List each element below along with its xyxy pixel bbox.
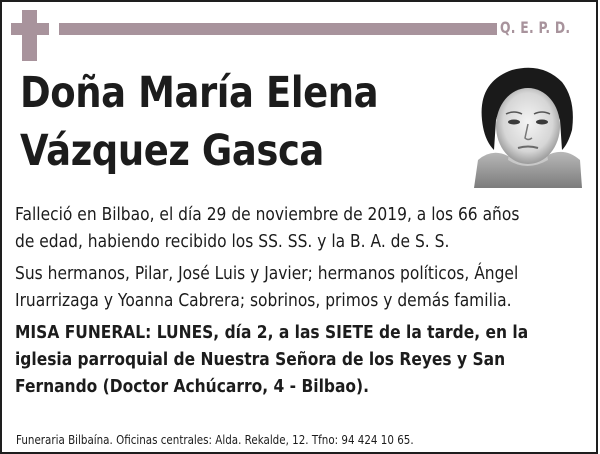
header-rule	[59, 23, 497, 35]
portrait-photo	[472, 60, 582, 188]
funeral-line2: iglesia parroquial de Nuestra Señora de los Reyes y San	[15, 350, 506, 370]
death-notice-paragraph	[15, 202, 578, 256]
death-notice-line2: de edad, habiendo recibido los SS. SS. y la B. A. de S. S.	[15, 232, 450, 252]
deceased-name-line1: Doña María Elena	[20, 68, 379, 118]
qepd-label: Q. E. P. D.	[500, 18, 571, 37]
deceased-name	[20, 64, 378, 180]
funeral-line3: Fernando (Doctor Achúcarro, 4 - Bilbao).	[15, 377, 370, 397]
death-notice-line1: Falleció en Bilbao, el día 29 de noviembre de 2019, a los 66 años	[15, 205, 520, 225]
funeral-line1: MISA FUNERAL: LUNES, día 2, a las SIETE de la tarde, en la	[15, 323, 529, 343]
family-paragraph	[15, 261, 578, 315]
deceased-name-line2: Vázquez Gasca	[20, 126, 324, 176]
family-line2: Iruarrizaga y Yoanna Cabrera; sobrinos, primos y demás familia.	[15, 291, 512, 311]
cross-icon-arm	[11, 23, 49, 35]
cross-icon	[22, 10, 37, 61]
portrait-image	[472, 60, 582, 188]
funeral-home-footer: Funeraria Bilbaína. Oficinas centrales: Alda. Rekalde, 12. Tfno: 94 424 10 65.	[16, 433, 414, 447]
funeral-mass-paragraph	[15, 320, 578, 401]
family-line1: Sus hermanos, Pilar, José Luis y Javier; hermanos políticos, Ángel	[15, 264, 519, 284]
